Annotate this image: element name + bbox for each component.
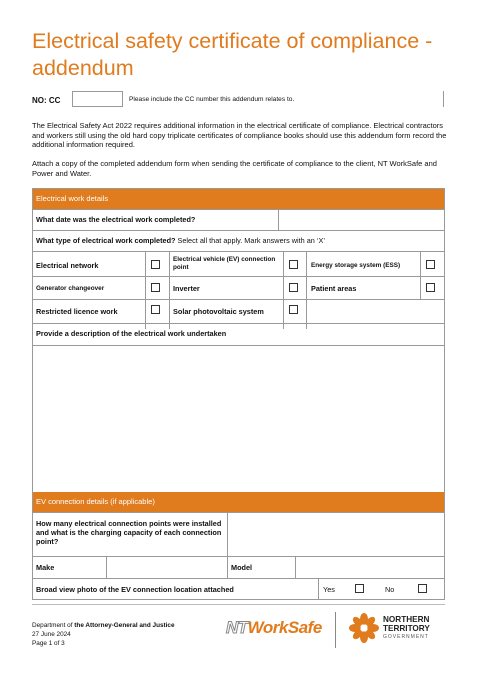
checkbox-solar-photovoltaic[interactable]	[289, 305, 298, 314]
make-field[interactable]	[107, 557, 227, 577]
document-title: Electrical safety certificate of compliance - addendum	[32, 29, 433, 80]
option-ev-connection-point: Electrical vehicle (EV) connection point	[173, 256, 276, 271]
checkbox-ess[interactable]	[426, 260, 435, 269]
section-header-electrical-work: Electrical work details	[33, 189, 444, 209]
ntg-flower-icon	[349, 613, 379, 643]
ntg-logo-line1: NORTHERN	[383, 615, 430, 624]
date-completed-field[interactable]	[279, 210, 443, 229]
photo-question: Broad view photo of the EV connection location attached	[36, 585, 234, 594]
make-label: Make	[36, 563, 55, 572]
checkbox-patient-areas[interactable]	[426, 283, 435, 292]
footer-divider	[32, 604, 445, 605]
intro-paragraph: The Electrical Safety Act 2022 requires additional information in the electrical certificate of compliance. Electrical contractors and workers still using the old hard copy triplicate certificates of compliance books should use this addendum form record the additional information required.	[32, 121, 447, 150]
no-label: No	[385, 585, 395, 594]
model-label: Model	[231, 563, 253, 572]
checkbox-electrical-network[interactable]	[151, 260, 160, 269]
checkbox-photo-no[interactable]	[418, 584, 427, 593]
addendum-form	[32, 188, 445, 600]
option-electrical-network: Electrical network	[36, 261, 99, 270]
work-type-question-rest: Select all that apply. Mark answers with an ‘X’	[175, 236, 325, 245]
cc-number-hint: Please include the CC number this addendum relates to.	[129, 96, 295, 103]
option-generator-changeover: Generator changeover	[36, 285, 105, 292]
yes-label: Yes	[323, 585, 335, 594]
option-inverter: Inverter	[173, 284, 200, 293]
cc-number-divider	[443, 91, 444, 107]
date-question: What date was the electrical work completed?	[36, 215, 196, 224]
option-solar-photovoltaic: Solar photovoltaic system	[173, 307, 264, 316]
nt-worksafe-logo-nt: NT	[226, 618, 248, 637]
model-field[interactable]	[296, 557, 443, 577]
checkbox-generator-changeover[interactable]	[151, 283, 160, 292]
ntg-logo-text	[383, 616, 430, 642]
connection-points-field[interactable]	[228, 513, 443, 555]
checkbox-photo-yes[interactable]	[355, 584, 364, 593]
ntg-logo-line3: GOVERNMENT	[383, 634, 429, 640]
work-type-question-bold: What type of electrical work completed?	[36, 236, 176, 245]
cc-number-field[interactable]	[72, 91, 123, 107]
ntg-logo-line2: TERRITORY	[383, 623, 430, 633]
nt-worksafe-logo-worksafe: WorkSafe	[247, 618, 322, 637]
checkbox-inverter[interactable]	[289, 283, 298, 292]
footer-department	[32, 622, 175, 630]
cc-number-label: NO: CC	[32, 96, 61, 105]
option-ess: Energy storage system (ESS)	[311, 262, 401, 269]
attach-paragraph: Attach a copy of the completed addendum form when sending the certificate of compliance to the client, NT WorkSafe and Power and Water.	[32, 159, 437, 178]
footer-date: 27 June 2024	[32, 631, 71, 638]
option-patient-areas: Patient areas	[311, 284, 357, 293]
logo-separator	[335, 612, 336, 648]
work-type-question	[36, 236, 325, 245]
footer-page-number: Page 1 of 3	[32, 640, 65, 647]
connection-points-question: How many electrical connection points were installed and what is the charging capacity of each connection point?	[36, 519, 222, 546]
checkbox-restricted-licence-work[interactable]	[151, 305, 160, 314]
description-question: Provide a description of the electrical work undertaken	[36, 329, 227, 338]
footer-department-prefix: Department of	[32, 622, 75, 629]
nt-worksafe-logo	[226, 618, 322, 638]
footer-department-name: the Attorney-General and Justice	[74, 622, 175, 629]
description-field[interactable]	[34, 346, 443, 491]
option-restricted-licence-work: Restricted licence work	[36, 307, 118, 316]
section-header-ev-connection: EV connection details (if applicable)	[33, 492, 444, 512]
checkbox-ev-connection-point[interactable]	[289, 260, 298, 269]
